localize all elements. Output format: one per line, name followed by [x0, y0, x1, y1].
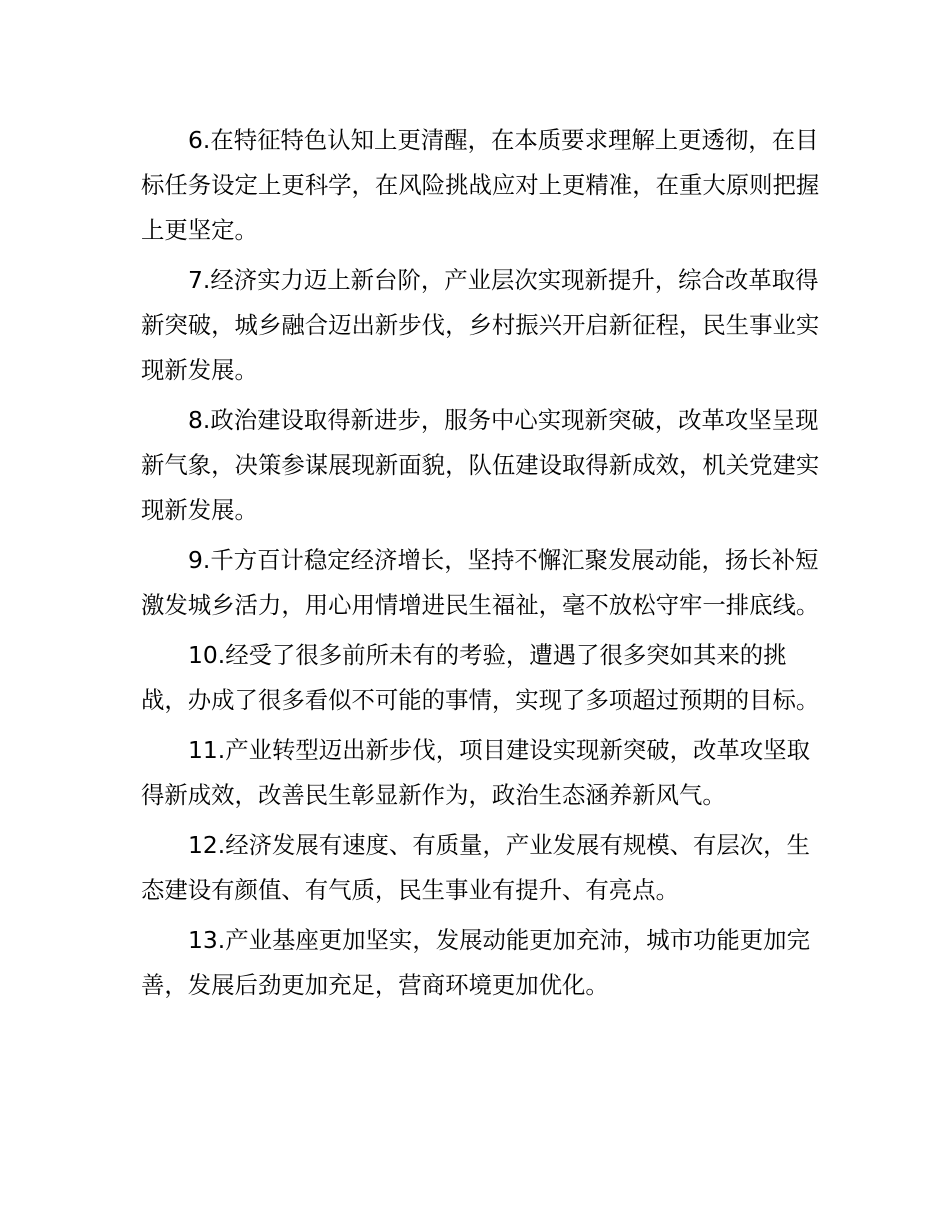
- paragraph-8: 8.政治建设取得新进步，服务中心实现新突破，改革攻坚呈现新气象，决策参谋展现新面貌，队伍建设取得新成效，机关党建实现新发展。: [141, 406, 820, 524]
- paragraph-10: 10.经受了很多前所未有的考验，遭遇了很多突如其来的挑战，办成了很多看似不可能的事情，实现了多项超过预期的目标。: [141, 641, 820, 714]
- paragraph-7: 7.经济实力迈上新台阶，产业层次实现新提升，综合改革取得新突破，城乡融合迈出新步伐，乡村振兴开启新征程，民生事业实现新发展。: [141, 266, 820, 384]
- paragraph-12: 12.经济发展有速度、有质量，产业发展有规模、有层次，生态建设有颜值、有气质，民生事业有提升、有亮点。: [141, 831, 810, 904]
- paragraph-11: 11.产业转型迈出新步伐，项目建设实现新突破，改革攻坚取得新成效，改善民生彰显新作为，政治生态涵养新风气。: [141, 736, 810, 809]
- paragraph-9: 9.千方百计稳定经济增长，坚持不懈汇聚发展动能，扬长补短激发城乡活力，用心用情增进民生福祉，毫不放松守牢一排底线。: [141, 546, 820, 619]
- paragraph-6: 6.在特征特色认知上更清醒，在本质要求理解上更透彻，在目标任务设定上更科学，在风险挑战应对上更精准，在重大原则把握上更坚定。: [141, 126, 820, 244]
- paragraph-13: 13.产业基座更加坚实，发展动能更加充沛，城市功能更加完善，发展后劲更加充足，营商环境更加优化。: [141, 926, 810, 999]
- document-body: [141, 118, 821, 1013]
